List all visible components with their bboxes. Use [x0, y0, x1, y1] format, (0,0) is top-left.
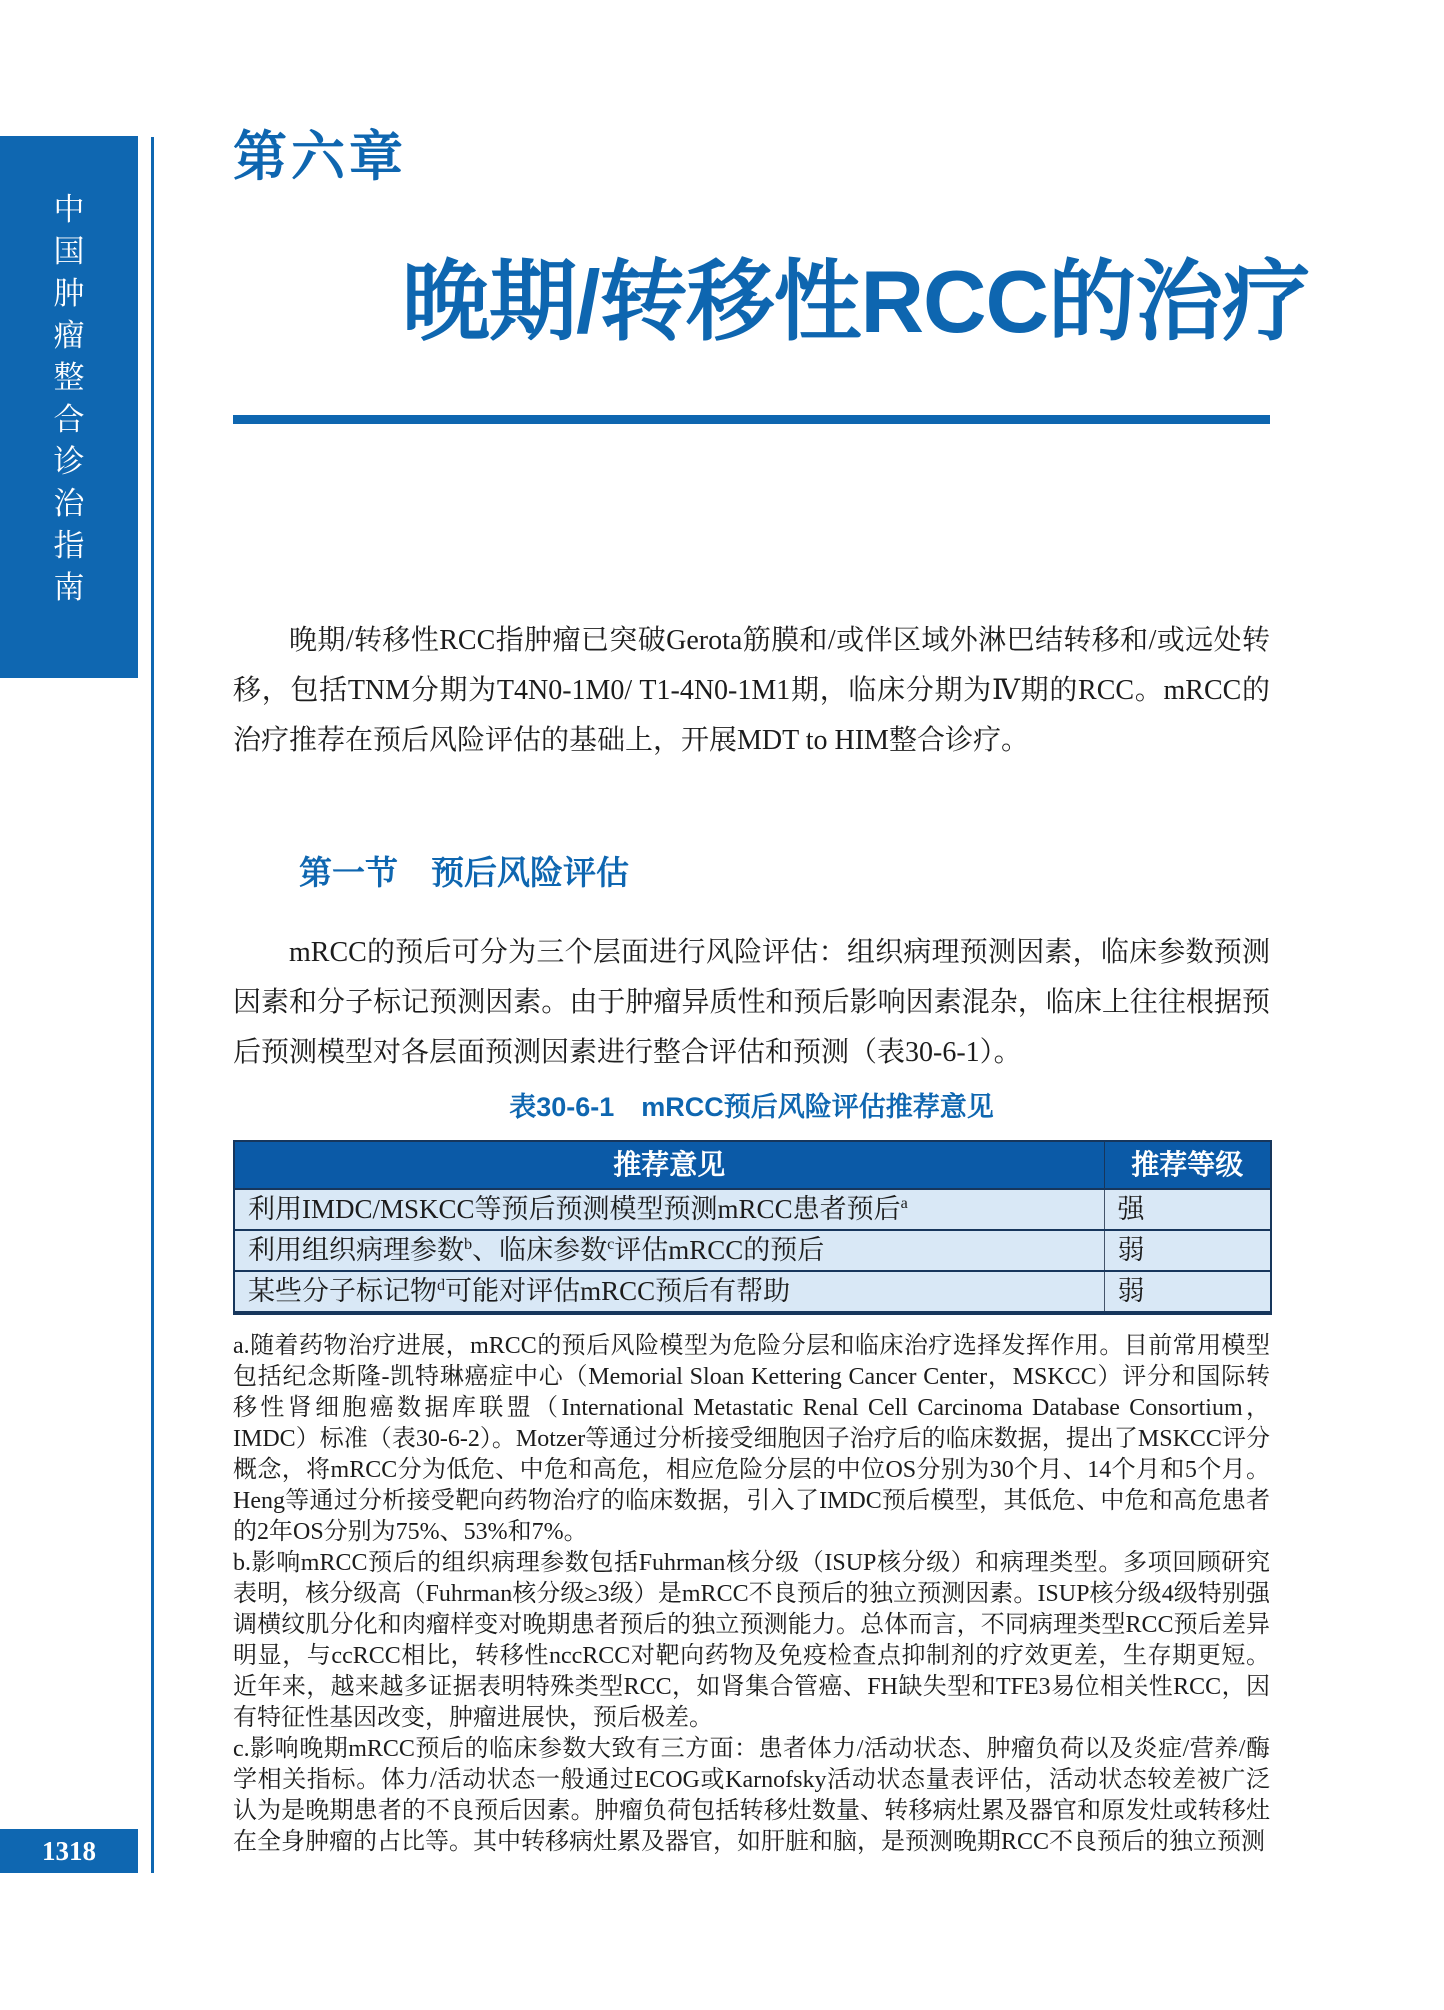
sidebar-char: 国 — [53, 234, 85, 269]
page-number: 1318 — [42, 1835, 96, 1866]
section-heading: 第一节 预后风险评估 — [299, 854, 629, 891]
grade-cell: 弱 — [1104, 1230, 1271, 1271]
footnote-marker: b — [464, 1235, 473, 1253]
footnote-paragraph: a.随着药物治疗进展，mRCC的预后风险模型为危险分层和临床治疗选择发挥作用。目前常用模型包括纪念斯隆-凯特琳癌症中心（Memorial Sloan Kettering Cancer Center，MSKCC）评分和国际转移性肾细胞癌数据库联盟（International Metastatic Renal Cell Carcinoma Database Consortium，IMDC）标准（表30-6-2）。Motzer等通过分析接受细胞因子治疗后的临床数据，提出了MSKCC评分概念，将mRCC分为低危、中危和高危，相应危险分层的中位OS分别为30个月、14个月和5个月。Heng等通过分析接受靶向药物治疗的临床数据，引入了IMDC预后模型，其低危、中危和高危患者的2年OS分别为75%、53%和7%。 — [233, 1333, 1270, 1545]
table-row — [234, 1271, 1271, 1313]
chapter-label: 第六章 — [233, 127, 407, 187]
intro-paragraph: 晚期/转移性RCC指肿瘤已突破Gerota筋膜和/或伴区域外淋巴结转移和/或远处转移，包括TNM分期为T4N0-1M0/ T1-4N0-1M1期，临床分期为Ⅳ期的RCC。mRCC的治疗推荐在预后风险评估的基础上，开展MDT to HIM整合诊疗。 — [233, 625, 1270, 756]
sidebar-char: 合 — [53, 402, 85, 437]
recommendation-table — [233, 1140, 1272, 1315]
title-rule — [233, 415, 1270, 424]
sidebar-char: 治 — [53, 486, 85, 521]
footnote-paragraph: b.影响mRCC预后的组织病理参数包括Fuhrman核分级（ISUP核分级）和病理类型。多项回顾研究表明，核分级高（Fuhrman核分级≥3级）是mRCC不良预后的独立预测因素。ISUP核分级4级特别强调横纹肌分化和肉瘤样变对晚期患者预后的独立预测能力。总体而言，不同病理类型RCC预后差异明显，与ccRCC相比，转移性nccRCC对靶向药物及免疫检查点抑制剂的疗效更差，生存期更短。近年来，越来越多证据表明特殊类型RCC，如肾集合管癌、FH缺失型和TFE3易位相关性RCC，因有特征性基因改变，肿瘤进展快，预后极差。 — [233, 1550, 1270, 1731]
table-row — [234, 1230, 1271, 1271]
column-header-recommendation: 推荐意见 — [234, 1141, 1104, 1189]
footnote-marker: d — [437, 1276, 446, 1294]
sidebar-char: 瘤 — [53, 318, 85, 353]
table-header-row — [234, 1141, 1271, 1189]
table-row — [234, 1189, 1271, 1230]
section-paragraph: mRCC的预后可分为三个层面进行风险评估：组织病理预测因素，临床参数预测因素和分子标记预测因素。由于肿瘤异质性和预后影响因素混杂，临床上往往根据预后预测模型对各层面预测因素进行整合评估和预测（表30-6-1）。 — [233, 937, 1270, 1068]
grade-cell: 弱 — [1104, 1271, 1271, 1313]
sidebar-char: 整 — [53, 360, 85, 395]
chapter-title: 晚期/转移性RCC的治疗 — [402, 252, 1310, 351]
sidebar-char: 中 — [53, 192, 85, 227]
page-number-badge — [0, 1829, 138, 1873]
sidebar-char: 肿 — [53, 276, 85, 311]
footnote-paragraph: c.影响晚期mRCC预后的临床参数大致有三方面：患者体力/活动状态、肿瘤负荷以及炎症/营养/酶学相关指标。体力/活动状态一般通过ECOG或Karnofsky活动状态量表评估，活动状态较差被广泛认为是晚期患者的不良预后因素。肿瘤负荷包括转移灶数量、转移病灶累及器官和原发灶或转移灶在全身肿瘤的占比等。其中转移病灶累及器官，如肝脏和脑，是预测晚期RCC不良预后的独立预测 — [233, 1736, 1270, 1855]
sidebar-char: 指 — [53, 528, 85, 563]
table-caption: 表30-6-1 mRCC预后风险评估推荐意见 — [509, 1092, 994, 1122]
recommendation-cell: 某些分子标记物$^d$可能对评估mRCC预后有帮助 — [234, 1271, 1104, 1313]
footnote-marker: a — [900, 1194, 908, 1212]
sidebar-divider-line — [151, 137, 154, 1873]
sidebar-char: 南 — [53, 570, 85, 605]
sidebar-char: 诊 — [53, 444, 85, 479]
recommendation-cell: 利用组织病理参数$^b$、临床参数$^c$评估mRCC的预后 — [234, 1230, 1104, 1271]
recommendation-cell: 利用IMDC/MSKCC等预后预测模型预测mRCC患者预后$^a$ — [234, 1189, 1104, 1230]
book-title-sidebar — [0, 136, 138, 678]
grade-cell: 强 — [1104, 1189, 1271, 1230]
footnote-marker: c — [607, 1235, 615, 1253]
footnotes — [233, 1331, 1270, 1858]
column-header-grade: 推荐等级 — [1104, 1141, 1271, 1189]
